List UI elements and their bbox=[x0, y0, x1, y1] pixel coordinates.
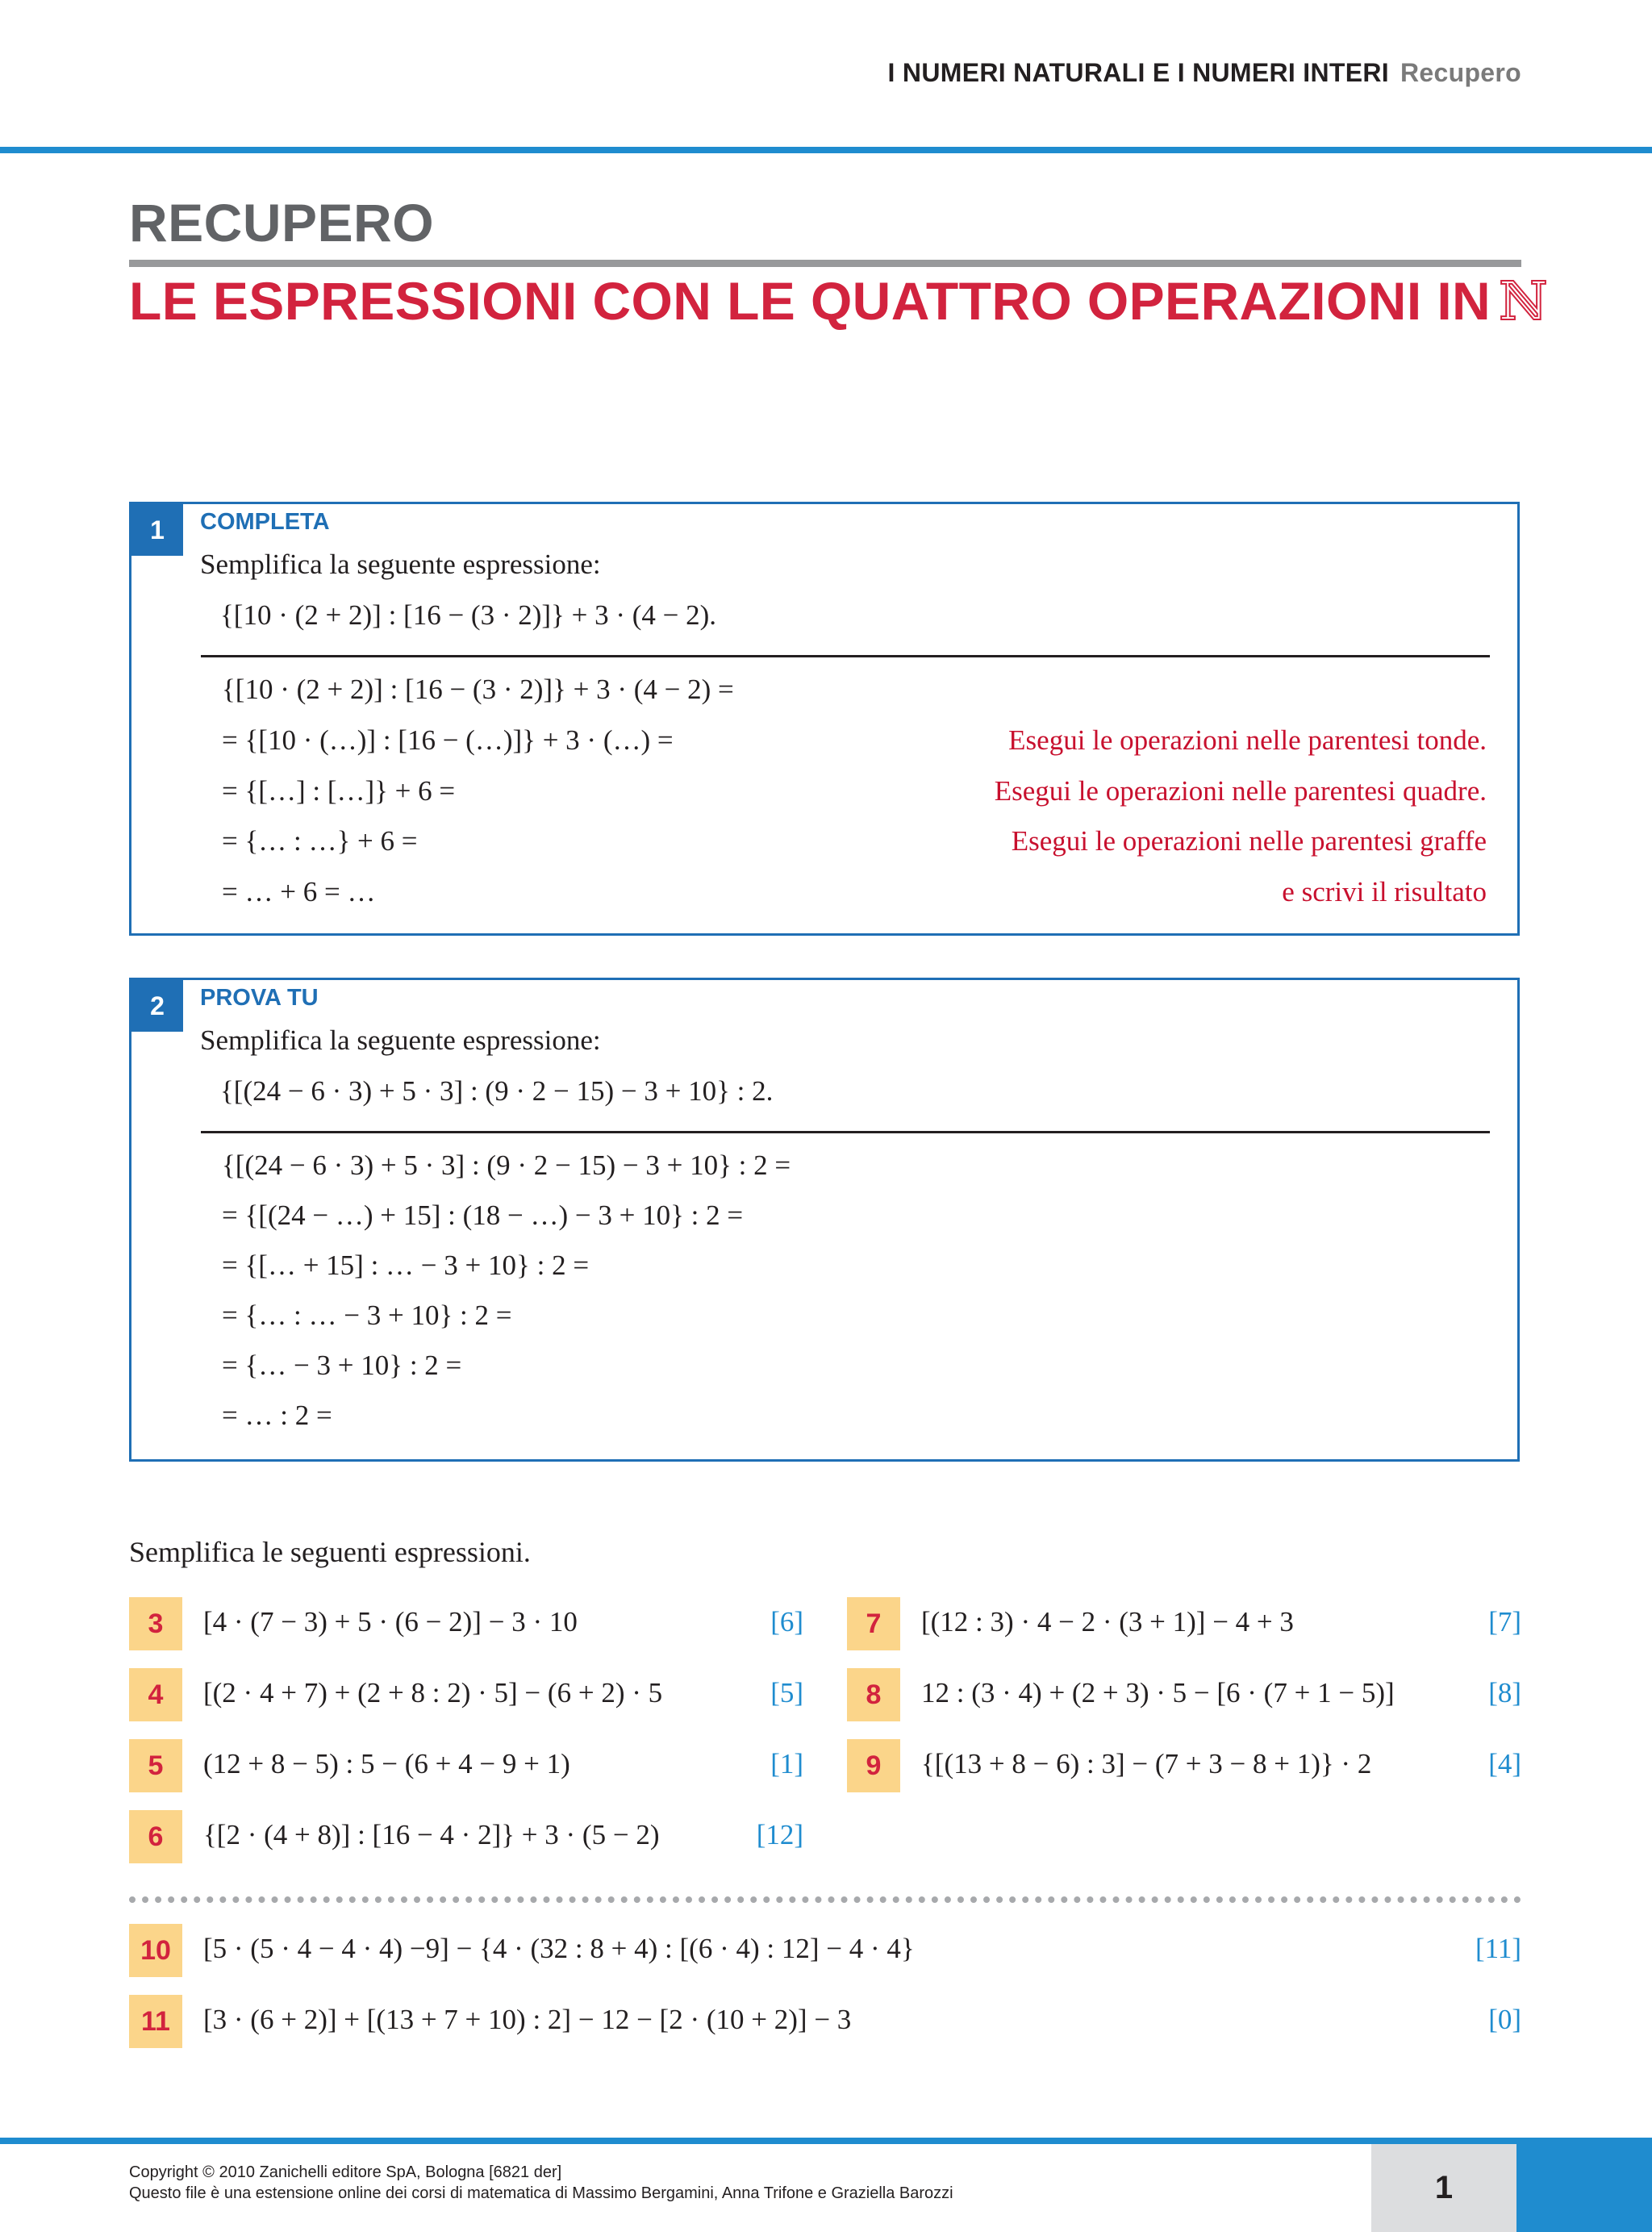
exercise-2-step: = … : 2 = bbox=[222, 1400, 332, 1431]
exercise-2-step: = {[… + 15] : … − 3 + 10} : 2 = bbox=[222, 1250, 590, 1281]
exercise-number: 9 bbox=[847, 1739, 900, 1792]
exercise-item bbox=[129, 1810, 803, 1863]
exercise-expression: [(2 · 4 + 7) + (2 + 8 : 2) · 5] − (6 + 2) · 5 bbox=[203, 1677, 663, 1708]
exercise-answer: [4] bbox=[1488, 1748, 1521, 1779]
exercise-expression: [4 · (7 − 3) + 5 · (6 − 2)] − 3 · 10 bbox=[203, 1606, 578, 1637]
exercise-number: 10 bbox=[129, 1924, 182, 1977]
exercise-expression: (12 + 8 − 5) : 5 − (6 + 4 − 9 + 1) bbox=[203, 1748, 570, 1779]
exercise-1-step: = {… : …} + 6 = bbox=[222, 825, 418, 857]
exercise-item bbox=[129, 1924, 1521, 1977]
exercise-expression: {[2 · (4 + 8)] : [16 − 4 · 2]} + 3 · (5 − 2) bbox=[203, 1819, 660, 1850]
exercise-2-expression: {[(24 − 6 · 3) + 5 · 3] : (9 · 2 − 15) − 3 + 10} : 2. bbox=[220, 1075, 774, 1107]
exercise-expression: [5 · (5 · 4 − 4 · 4) −9] − {4 · (32 : 8 + 4) : [(6 · 4) : 12] − 4 · 4} bbox=[203, 1933, 915, 1964]
page-kicker: RECUPERO bbox=[129, 193, 435, 252]
exercise-2-step: = {… − 3 + 10} : 2 = bbox=[222, 1350, 462, 1381]
exercise-item bbox=[129, 1597, 803, 1650]
exercise-number: 11 bbox=[129, 1995, 182, 2048]
page-number: 1 bbox=[1371, 2144, 1516, 2232]
exercise-item bbox=[129, 1668, 803, 1721]
footer-copyright: Copyright © 2010 Zanichelli editore SpA, Bologna [6821 der] bbox=[129, 2163, 562, 2181]
exercise-2-label: PROVA TU bbox=[200, 985, 319, 1011]
exercise-1-rule bbox=[201, 655, 1490, 657]
page-title-text: LE ESPRESSIONI CON LE QUATTRO OPERAZIONI IN bbox=[129, 271, 1491, 331]
exercise-1-step: {[10 · (2 + 2)] : [16 − (3 · 2)]} + 3 · (4 − 2) = bbox=[222, 674, 734, 705]
exercise-number: 6 bbox=[129, 1810, 182, 1863]
exercise-1-step: = … + 6 = … bbox=[222, 876, 376, 907]
header-rule bbox=[0, 147, 1652, 153]
exercise-1-hint: Esegui le operazioni nelle parentesi quadre. bbox=[994, 775, 1487, 807]
header-section: I NUMERI NATURALI E I NUMERI INTERI bbox=[887, 58, 1389, 87]
exercise-2-prompt: Semplifica la seguente espressione: bbox=[200, 1024, 601, 1056]
exercise-1-prompt: Semplifica la seguente espressione: bbox=[200, 549, 601, 580]
exercise-expression: [3 · (6 + 2)] + [(13 + 7 + 10) : 2] − 12 − [2 · (10 + 2)] − 3 bbox=[203, 2004, 852, 2035]
running-header bbox=[888, 58, 1521, 88]
exercise-number: 3 bbox=[129, 1597, 182, 1650]
exercise-number: 4 bbox=[129, 1668, 182, 1721]
exercise-item bbox=[847, 1597, 1521, 1650]
exercise-answer: [0] bbox=[1488, 2004, 1521, 2035]
exercise-answer: [7] bbox=[1488, 1606, 1521, 1637]
footer-rule bbox=[0, 2138, 1652, 2144]
exercise-answer: [8] bbox=[1488, 1677, 1521, 1708]
header-subsection: Recupero bbox=[1400, 58, 1521, 87]
exercise-1-hint: Esegui le operazioni nelle parentesi tonde. bbox=[1008, 724, 1487, 756]
exercise-2-step: = {… : … − 3 + 10} : 2 = bbox=[222, 1300, 512, 1331]
footer-credits bbox=[129, 2162, 953, 2204]
exercise-1-box bbox=[129, 502, 1520, 936]
exercise-1-step: = {[10 · (…)] : [16 − (…)]} + 3 · (…) = bbox=[222, 724, 674, 756]
exercise-answer: [1] bbox=[770, 1748, 803, 1779]
exercise-1-step: = {[…] : […]} + 6 = bbox=[222, 775, 456, 807]
exercise-number: 5 bbox=[129, 1739, 182, 1792]
natural-numbers-symbol: ℕ bbox=[1499, 270, 1548, 332]
exercise-expression: [(12 : 3) · 4 − 2 · (3 + 1)] − 4 + 3 bbox=[921, 1606, 1294, 1637]
exercise-2-step: = {[(24 − …) + 15] : (18 − …) − 3 + 10} : 2 = bbox=[222, 1199, 744, 1231]
exercise-1-hint: e scrivi il risultato bbox=[1282, 876, 1487, 907]
exercise-1-hint: Esegui le operazioni nelle parentesi graffe bbox=[1011, 825, 1487, 857]
page-title bbox=[129, 269, 1549, 334]
exercise-answer: [12] bbox=[756, 1819, 803, 1850]
exercise-item bbox=[847, 1739, 1521, 1792]
exercise-2-box bbox=[129, 978, 1520, 1462]
exercise-expression: {[(13 + 8 − 6) : 3] − (7 + 3 − 8 + 1)} · 2 bbox=[921, 1748, 1372, 1779]
exercise-expression: 12 : (3 · 4) + (2 + 3) · 5 − [6 · (7 + 1 − 5)] bbox=[921, 1677, 1395, 1708]
footer-tab bbox=[1516, 2144, 1652, 2232]
exercise-answer: [11] bbox=[1475, 1933, 1521, 1964]
exercise-item bbox=[129, 1739, 803, 1792]
exercise-1-number: 1 bbox=[131, 504, 183, 556]
exercise-2-number: 2 bbox=[131, 980, 183, 1032]
exercise-answer: [5] bbox=[770, 1677, 803, 1708]
exercise-2-rule bbox=[201, 1131, 1490, 1133]
footer-note: Questo file è una estensione online dei corsi di matematica di Massimo Bergamini, Anna Trifone e Graziella Barozzi bbox=[129, 2184, 953, 2202]
exercise-2-step: {[(24 − 6 · 3) + 5 · 3] : (9 · 2 − 15) − 3 + 10} : 2 = bbox=[222, 1149, 791, 1181]
exercise-1-expression: {[10 · (2 + 2)] : [16 − (3 · 2)]} + 3 · (4 − 2). bbox=[220, 599, 717, 631]
exercise-number: 8 bbox=[847, 1668, 900, 1721]
exercise-answer: [6] bbox=[770, 1606, 803, 1637]
dotted-separator bbox=[129, 1896, 1521, 1903]
exercise-item bbox=[847, 1668, 1521, 1721]
exercise-item bbox=[129, 1995, 1521, 2048]
exercise-1-label: COMPLETA bbox=[200, 509, 330, 535]
kicker-rule bbox=[129, 260, 1521, 267]
exercises-heading: Semplifica le seguenti espressioni. bbox=[129, 1536, 531, 1568]
exercise-number: 7 bbox=[847, 1597, 900, 1650]
